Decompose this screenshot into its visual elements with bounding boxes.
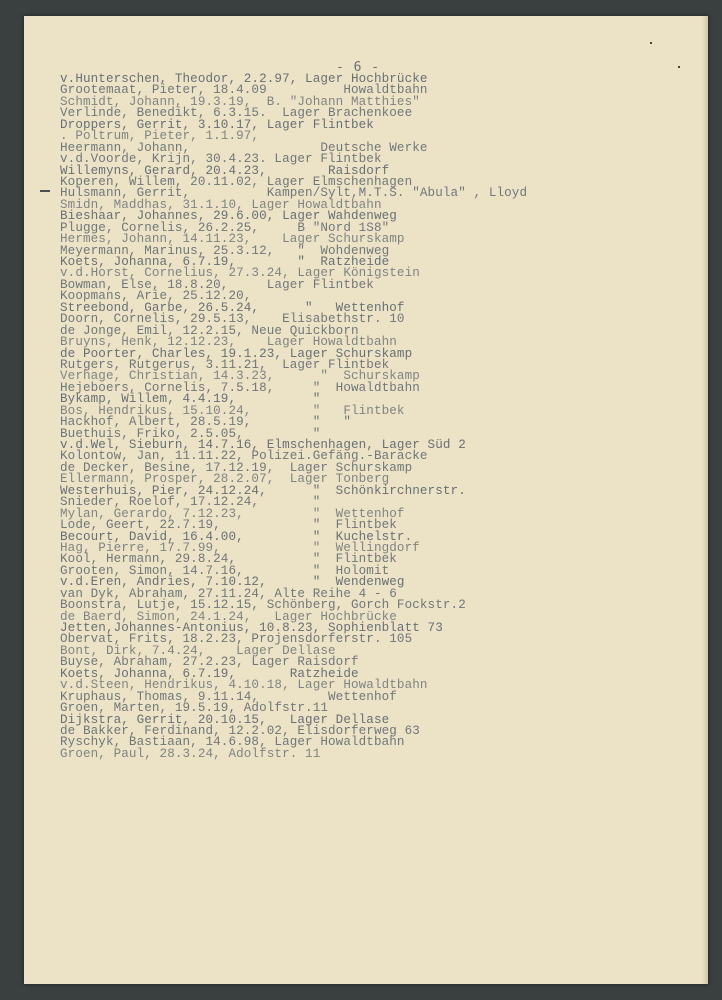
document-page — [24, 16, 708, 984]
list-entry: van Dyk, Abraham, 27.11.24, Alte Reihe 4 - 6 — [60, 586, 397, 601]
list-entry: Bieshaar, Johannes, 29.6.00, Lager Wahdenweg — [60, 209, 397, 224]
list-entry: Buyse, Abraham, 27.2.23, Lager Raisdorf — [60, 655, 359, 670]
list-entry: Ellermann, Prosper, 28.2.07, Lager Tonberg — [60, 472, 390, 487]
list-entry: Plugge, Cornelis, 26.2.25, B "Nord 1S8" — [60, 220, 390, 235]
list-entry: Verlinde, Benedikt, 6.3.15. Lager Brachenkoee — [60, 106, 413, 121]
list-entry: Boonstra, Lutje, 15.12.15, Schönberg, Gorch Fockstr.2 — [60, 598, 466, 613]
page-number: - 6 - — [336, 60, 381, 75]
list-entry: Hermes, Johann, 14.11.23, Lager Schurskamp — [60, 232, 405, 247]
list-entry: Verhage, Christian, 14.3.23, " Schurskamp — [60, 369, 420, 384]
typed-list — [60, 74, 700, 760]
list-entry: Westerhuis, Pier, 24.12.24, " Schönkirchnerstr. — [60, 483, 466, 498]
margin-mark — [40, 190, 50, 192]
list-entry: Becourt, David, 16.4.00, " Kuchelstr. — [60, 529, 413, 544]
list-entry: Ryschyk, Bastiaan, 14.6.98, Lager Howaldtbahn — [60, 735, 405, 750]
list-entry: Grooten, Simon, 14.7.16, " Holomit — [60, 563, 390, 578]
list-entry: Hackhof, Albert, 28.5.19, " " — [60, 415, 351, 430]
list-entry: Koopmans, Arie, 25.12.20, — [60, 289, 252, 304]
list-entry: Koets, Johanna, 6.7.19, Ratzheide — [60, 666, 359, 681]
list-entry: v.Hunterschen, Theodor, 2.2.97, Lager Hochbrücke — [60, 72, 428, 86]
list-entry: de Decker, Besine, 17.12.19, Lager Schurskamp — [60, 460, 413, 475]
list-entry: Streebond, Garbe, 26.5.24, " Wettenhof — [60, 300, 405, 315]
list-entry: Bos, Hendrikus, 15.10.24, " Flintbek — [60, 403, 405, 418]
list-entry: Doorn, Cornelis, 29.5.13, Elisabethstr. 10 — [60, 312, 405, 327]
list-entry: Droppers, Gerrit, 3.10.17, Lager Flintbek — [60, 117, 374, 132]
list-entry: Dijkstra, Gerrit, 20.10.15, Lager Dellase — [60, 712, 390, 727]
list-entry: Jetten,Johannes-Antonius, 10.8.23, Sophienblatt 73 — [60, 621, 443, 635]
list-entry: v.d.Wel, Sieburn, 14.7.16, Elmschenhagen, Lager Süd 2 — [60, 438, 466, 452]
list-entry: Bowman, Else, 18.8.20, Lager Flintbek — [60, 277, 374, 292]
list-entry: Groen, Marten, 19.5.19, Adolfstr.11 — [60, 701, 329, 716]
corner-speck — [650, 42, 652, 44]
list-entry: Lode, Geert, 22.7.19, " Flintbek — [60, 518, 397, 533]
list-entry: Groen, Paul, 28.3.24, Adolfstr. 11 — [60, 746, 321, 761]
list-entry: v.d.Eren, Andries, 7.10.12, " Wendenweg — [60, 575, 405, 590]
list-entry: Grootemaat, Pieter, 18.4.09 Howaldtbahn — [60, 83, 428, 98]
list-entry: Hulsmann, Gerrit, Kampen/Sylt,M.T.S. "Abula" , Lloyd — [60, 186, 528, 201]
list-entry: Mylan, Gerardo, 7.12.23, " Wettenhof — [60, 506, 405, 521]
list-entry: Bont, Dirk, 7.4.24, Lager Dellase — [60, 643, 336, 658]
list-entry: Willemyns, Gerard, 20.4.23, Raisdorf — [60, 163, 390, 178]
list-entry: v.d.Voorde, Krijn, 30.4.23. Lager Flintbek — [60, 152, 382, 167]
list-entry: Buethuis, Friko, 2.5.05, " — [60, 426, 321, 441]
list-entry: Rutgers, Rutgerus, 3.11.21, Lager Flintbek — [60, 357, 390, 372]
list-entry: v.d.Steen, Hendrikus, 4.10.18, Lager Howaldtbahn — [60, 678, 428, 693]
list-entry: Hejeboers, Cornelis, 7.5.18, " Howaldtbahn — [60, 380, 420, 395]
list-entry: de Bakker, Ferdinand, 12.2.02, Elisdorferweg 63 — [60, 723, 420, 738]
list-entry: Bruyns, Henk, 12.12.23, Lager Howaldtbahn — [60, 335, 397, 350]
list-entry: Meyermann, Marinus, 25.3.12, " Wohdenweg — [60, 243, 390, 258]
list-entry: Kool, Hermann, 29.8.24, " Flintbek — [60, 552, 397, 567]
list-entry: . Poltrum, Pieter, 1.1.97, — [60, 129, 260, 144]
corner-speck — [678, 66, 680, 68]
list-entry: Snieder, Roelof, 17.12.24, " — [60, 495, 321, 510]
list-entry: Obervat, Frits, 18.2.23, Projensdorferstr. 105 — [60, 632, 413, 647]
list-entry: Schmidt, Johann, 19.3.19, B. "Johann Matthies" — [60, 94, 420, 109]
list-entry: Kolontow, Jan, 11.11.22, Polizei.Gefäng.-Baracke — [60, 449, 428, 464]
page-edge-shadow — [702, 16, 708, 984]
list-entry: Koets, Johanna, 6.7.19, " Ratzheide — [60, 255, 390, 269]
list-entry: Hag, Pierre, 17.7.99, " Wellingdorf — [60, 540, 420, 555]
list-entry: Heermann, Johann, Deutsche Werke — [60, 140, 428, 155]
list-entry: de Jonge, Emil, 12.2.15, Neue Quickborn — [60, 323, 359, 338]
list-entry: de Poorter, Charles, 19.1.23, Lager Schurskamp — [60, 346, 413, 361]
list-entry: Kruphaus, Thomas, 9.11.14, Wettenhof — [60, 689, 397, 704]
list-entry: v.d.Horst, Cornelius, 27.3.24, Lager Königstein — [60, 266, 420, 281]
list-entry: de Baerd, Simon, 24.1.24, Lager Hochbrücke — [60, 609, 397, 624]
list-entry: Bykamp, Willem, 4.4.19, " — [60, 392, 321, 407]
list-entry: Smidn, Maddhas, 31.1.10, Lager Howaldtbahn — [60, 197, 382, 212]
list-entry: Koperen, Willem, 20.11.02, Lager Elmschenhagen — [60, 174, 413, 189]
